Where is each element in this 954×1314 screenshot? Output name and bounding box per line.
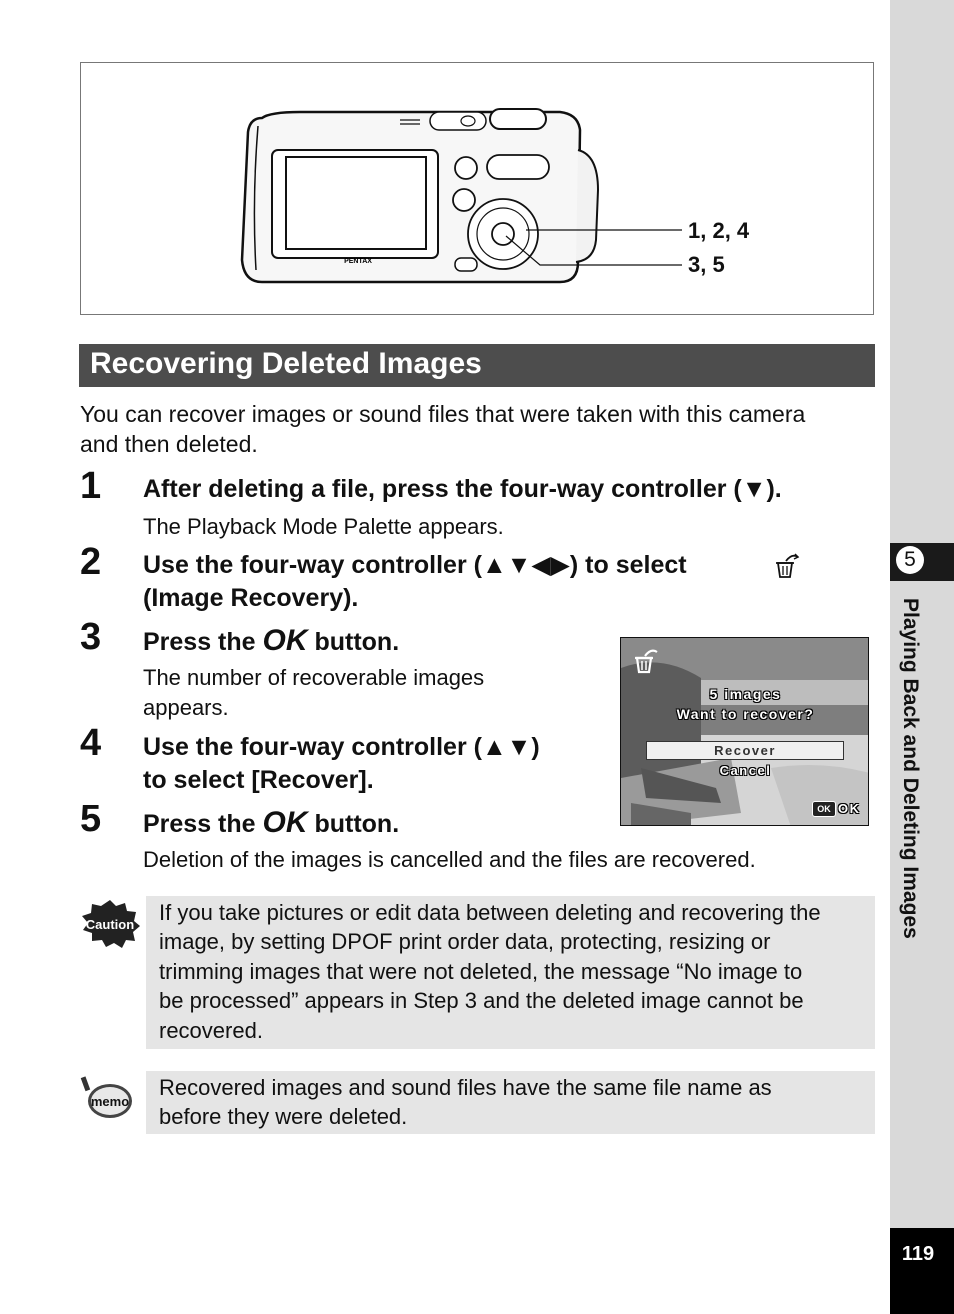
step-4-number: 4 bbox=[80, 722, 102, 764]
camera-back-illustration bbox=[230, 100, 700, 290]
step-1-number: 1 bbox=[80, 465, 102, 507]
callout-ok-button: 3, 5 bbox=[688, 252, 725, 277]
step-4-title-line-2: to select [Recover]. bbox=[143, 766, 374, 794]
image-recovery-icon bbox=[633, 648, 659, 674]
lcd-screen bbox=[620, 637, 869, 826]
section-title: Recovering Deleted Images bbox=[90, 347, 482, 380]
step-5-number: 5 bbox=[80, 798, 102, 840]
lcd-recover-label: Recover bbox=[714, 743, 776, 758]
chapter-title: Playing Back and Deleting Images bbox=[899, 598, 922, 939]
memo-line-2: before they were deleted. bbox=[159, 1104, 408, 1129]
step-1-desc: The Playback Mode Palette appears. bbox=[143, 514, 504, 539]
ok-symbol: OK bbox=[262, 624, 308, 657]
step-3-title-pre: Press the bbox=[143, 628, 256, 656]
camera-brand-label: PENTAX bbox=[344, 258, 372, 265]
step-2-title-line-1: Use the four-way controller (▲▼◀▶) to select bbox=[143, 551, 687, 579]
step-4-title-line-1: Use the four-way controller (▲▼) bbox=[143, 733, 540, 761]
caution-line-4: be processed” appears in Step 3 and the deleted image cannot be bbox=[159, 988, 804, 1013]
lcd-question: Want to recover? bbox=[676, 706, 815, 722]
caution-line-5: recovered. bbox=[159, 1018, 263, 1043]
memo-line-1: Recovered images and sound files have the same file name as bbox=[159, 1075, 772, 1100]
lcd-image-count: 5 images bbox=[709, 686, 782, 702]
step-3-desc-line-1: The number of recoverable images bbox=[143, 665, 485, 690]
memo-icon bbox=[80, 1075, 136, 1121]
step-3-desc-line-2: appears. bbox=[143, 695, 229, 720]
caution-icon bbox=[80, 898, 140, 948]
lcd-recover-option[interactable] bbox=[646, 741, 844, 760]
step-5-title-pre: Press the bbox=[143, 810, 256, 838]
lcd-cancel-option[interactable]: Cancel bbox=[719, 763, 772, 778]
page-number-box bbox=[890, 1228, 954, 1314]
chapter-number: 5 bbox=[896, 546, 924, 574]
step-3-number: 3 bbox=[80, 616, 102, 658]
memo-note-box bbox=[146, 1071, 875, 1134]
ok-symbol: OK bbox=[262, 806, 308, 839]
step-3-title bbox=[143, 624, 399, 659]
step-5-title bbox=[143, 806, 399, 841]
caution-icon-label: Caution bbox=[85, 917, 135, 932]
caution-line-2: image, by setting DPOF print order data, protecting, resizing or bbox=[159, 929, 771, 954]
step-5-desc: Deletion of the images is cancelled and the files are recovered. bbox=[143, 847, 756, 872]
caution-line-3: trimming images that were not deleted, the message “No image to bbox=[159, 959, 803, 984]
intro-line-2: and then deleted. bbox=[80, 431, 258, 457]
lcd-ok-label: OK bbox=[838, 801, 861, 816]
intro-line-1: You can recover images or sound files that were taken with this camera bbox=[80, 401, 806, 427]
step-5-title-post: button. bbox=[314, 810, 400, 838]
image-recovery-icon bbox=[774, 553, 800, 579]
caution-line-1: If you take pictures or edit data between deleting and recovering the bbox=[159, 900, 821, 925]
page-number: 119 bbox=[901, 1243, 935, 1265]
step-1-title: After deleting a file, press the four-way controller (▼). bbox=[143, 475, 782, 503]
step-2-title-line-2: (Image Recovery). bbox=[143, 584, 359, 612]
step-2-number: 2 bbox=[80, 541, 102, 583]
caution-note-box bbox=[146, 896, 875, 1049]
callout-controller: 1, 2, 4 bbox=[688, 218, 750, 243]
step-3-title-post: button. bbox=[314, 628, 400, 656]
memo-icon-label: memo bbox=[90, 1094, 130, 1109]
lcd-ok-key: OK bbox=[812, 801, 836, 817]
